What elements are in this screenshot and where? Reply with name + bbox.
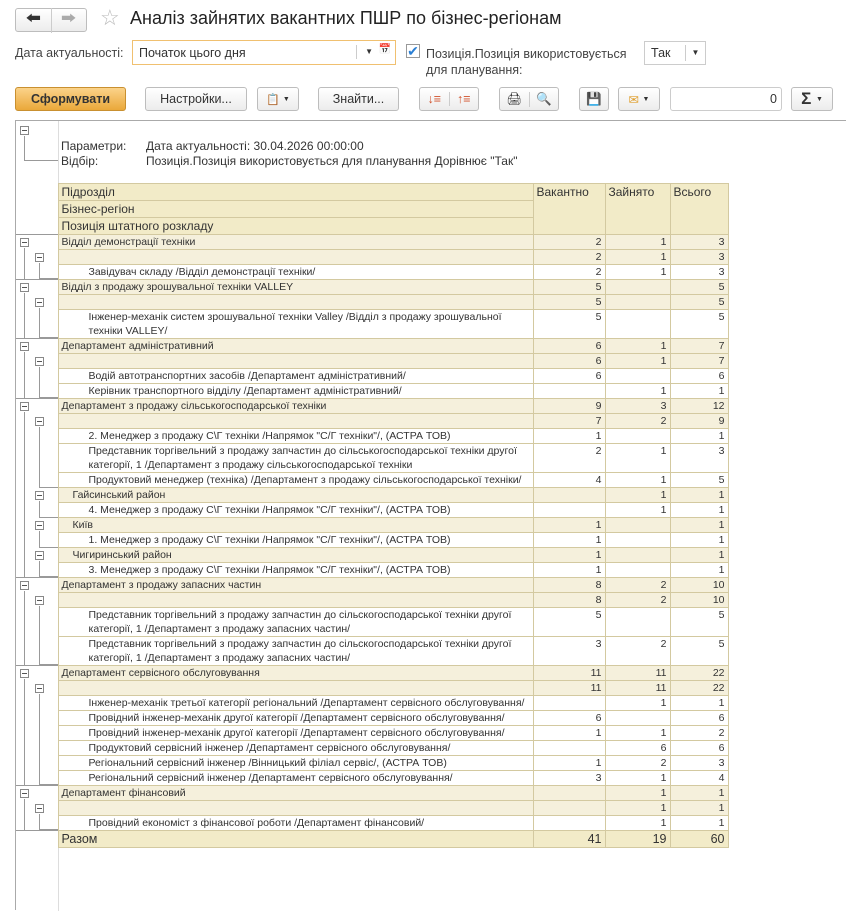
total-value: 1: [670, 429, 728, 444]
total-value: 2: [670, 726, 728, 741]
total-value: 3: [670, 250, 728, 265]
row-label: Провідний інженер-механік другої категорії /Департамент сервісного обслуговування/: [58, 726, 533, 741]
total-vacant: 41: [533, 831, 605, 848]
total-value: 22: [670, 666, 728, 681]
date-label: Дата актуальності:: [15, 46, 124, 60]
use-value: Так: [651, 46, 671, 60]
occupied-value: 1: [605, 786, 670, 801]
collapse-icon[interactable]: [35, 551, 44, 560]
vacant-value: 6: [533, 369, 605, 384]
total-value: 7: [670, 354, 728, 369]
vacant-value: 5: [533, 310, 605, 339]
vacant-value: 1: [533, 518, 605, 533]
sort-buttons: [419, 87, 479, 111]
row-label: [58, 801, 533, 816]
row-label: [58, 354, 533, 369]
vacant-value: [533, 696, 605, 711]
row-label: Департамент з продажу запасних частин: [58, 578, 533, 593]
position-row[interactable]: [16, 637, 728, 666]
occupied-value: 1: [605, 250, 670, 265]
row-label: Регіональний сервісний інженер /Вінницький філіал сервіс/, (АСТРА ТОВ): [58, 756, 533, 771]
region-row[interactable]: [16, 414, 728, 429]
total-value: 10: [670, 593, 728, 608]
header-total: Всього: [670, 184, 728, 235]
save-button[interactable]: [579, 87, 609, 111]
report-table: [16, 183, 729, 848]
total-value: 6: [670, 741, 728, 756]
total-occupied: 19: [605, 831, 670, 848]
collapse-icon[interactable]: [20, 238, 29, 247]
row-label: [58, 593, 533, 608]
occupied-value: 2: [605, 637, 670, 666]
vacant-value: 6: [533, 354, 605, 369]
vacant-value: 1: [533, 726, 605, 741]
generate-button[interactable]: Сформувати: [15, 87, 126, 111]
occupied-value: 1: [605, 473, 670, 488]
vacant-value: 1: [533, 533, 605, 548]
row-label: Водій автотранспортних засобів /Департамент адміністративний/: [58, 369, 533, 384]
region-row[interactable]: [16, 518, 728, 533]
region-row[interactable]: [16, 681, 728, 696]
row-label: 2. Менеджер з продажу С\Г техніки /Напрямок "С/Г техніки"/, (АСТРА ТОВ): [58, 429, 533, 444]
vacant-value: 1: [533, 563, 605, 578]
total-value: 3: [670, 756, 728, 771]
dropdown-icon[interactable]: ▼: [685, 45, 705, 61]
occupied-value: 2: [605, 756, 670, 771]
vacant-value: 6: [533, 711, 605, 726]
collapse-icon[interactable]: [35, 521, 44, 530]
total-value: 5: [670, 310, 728, 339]
vacant-value: 11: [533, 681, 605, 696]
row-label: Київ: [58, 518, 533, 533]
occupied-value: 1: [605, 696, 670, 711]
occupied-value: 1: [605, 503, 670, 518]
occupied-value: [605, 310, 670, 339]
occupied-value: [605, 608, 670, 637]
department-row[interactable]: [16, 280, 728, 295]
row-label: Чигиринський район: [58, 548, 533, 563]
position-row[interactable]: [16, 444, 728, 473]
total-value: 5: [670, 280, 728, 295]
collapse-icon[interactable]: [35, 298, 44, 307]
total-value: 3: [670, 444, 728, 473]
department-row[interactable]: [16, 399, 728, 414]
vacant-value: 2: [533, 444, 605, 473]
params-label: Параметри:: [61, 139, 127, 153]
collapse-icon[interactable]: [20, 342, 29, 351]
occupied-value: [605, 295, 670, 310]
print-buttons: [499, 87, 559, 111]
region-row[interactable]: [16, 593, 728, 608]
total-value: 1: [670, 801, 728, 816]
row-label: Відділ демонстрації техніки: [58, 235, 533, 250]
total-all: 60: [670, 831, 728, 848]
total-value: 3: [670, 265, 728, 280]
collapse-icon[interactable]: [35, 491, 44, 500]
settings-button[interactable]: Настройки...: [145, 87, 247, 111]
occupied-value: 1: [605, 771, 670, 786]
filter-value: Позиція.Позиція використовується для планування Дорівнює "Так": [146, 154, 518, 168]
back-button[interactable]: 🠰: [16, 8, 52, 33]
total-value: 10: [670, 578, 728, 593]
position-row[interactable]: [16, 503, 728, 518]
occupied-value: 2: [605, 578, 670, 593]
vacant-value: 2: [533, 265, 605, 280]
row-label: Представник торгівельний з продажу запчастин до сільськогосподарської техніки другої категорії, 1 /Департамент з продажу сільськогосподарської техніки: [58, 444, 533, 473]
vacant-value: 7: [533, 414, 605, 429]
row-label: Провідний інженер-механік другої категорії /Департамент сервісного обслуговування/: [58, 711, 533, 726]
total-value: 1: [670, 816, 728, 831]
occupied-value: [605, 548, 670, 563]
row-label: [58, 681, 533, 696]
collapse-icon[interactable]: [35, 596, 44, 605]
nav-buttons: [15, 8, 87, 32]
occupied-value: [605, 533, 670, 548]
occupied-value: 1: [605, 384, 670, 399]
total-value: 6: [670, 711, 728, 726]
total-value: 1: [670, 488, 728, 503]
total-value: 5: [670, 608, 728, 637]
total-value: 1: [670, 518, 728, 533]
row-label: 1. Менеджер з продажу С\Г техніки /Напрямок "С/Г техніки"/, (АСТРА ТОВ): [58, 533, 533, 548]
department-row[interactable]: [16, 235, 728, 250]
report-parameters: [61, 139, 517, 169]
total-value: 5: [670, 295, 728, 310]
header-position: Позиція штатного розкладу: [58, 218, 533, 235]
total-value: 5: [670, 637, 728, 666]
region-row[interactable]: [16, 548, 728, 563]
position-row[interactable]: [16, 711, 728, 726]
send-email-button[interactable]: ✉ ▼: [618, 87, 660, 111]
vacant-value: [533, 786, 605, 801]
favorite-star-icon[interactable]: ☆: [100, 5, 120, 30]
position-row[interactable]: [16, 429, 728, 444]
vacant-value: [533, 741, 605, 756]
vacant-value: [533, 816, 605, 831]
header-business-region: Бізнес-регіон: [58, 201, 533, 218]
vacant-value: [533, 503, 605, 518]
vacant-value: [533, 801, 605, 816]
occupied-value: 1: [605, 488, 670, 503]
department-row[interactable]: [16, 666, 728, 681]
sum-button[interactable]: Σ ▼: [791, 87, 833, 111]
region-row[interactable]: [16, 488, 728, 503]
row-label: Завідувач складу /Відділ демонстрації техніки/: [58, 265, 533, 280]
department-row[interactable]: [16, 786, 728, 801]
forward-button[interactable]: 🠲: [61, 9, 77, 27]
total-value: 1: [670, 384, 728, 399]
collapse-icon[interactable]: [20, 126, 29, 135]
sigma-icon: Σ: [801, 89, 812, 108]
position-row[interactable]: [16, 369, 728, 384]
occupied-value: 11: [605, 681, 670, 696]
occupied-value: [605, 280, 670, 295]
row-label: Інженер-механік третьої категорії регіональний /Департамент сервісного обслуговування/: [58, 696, 533, 711]
row-label: Департамент адміністративний: [58, 339, 533, 354]
position-row[interactable]: [16, 771, 728, 786]
occupied-value: 1: [605, 726, 670, 741]
save-icon: 💾: [586, 91, 602, 106]
params-value: Дата актуальності: 30.04.2026 00:00:00: [146, 139, 364, 153]
print-icon[interactable]: 🖨: [500, 92, 530, 107]
occupied-value: [605, 518, 670, 533]
header-occupied: Зайнято: [605, 184, 670, 235]
row-label: [58, 250, 533, 265]
total-value: 22: [670, 681, 728, 696]
position-row[interactable]: [16, 741, 728, 756]
position-row[interactable]: [16, 384, 728, 399]
vacant-value: 1: [533, 756, 605, 771]
row-label: Представник торгівельний з продажу запчастин до сільскогосподарської техніки другої категорії, 1 /Департамент з продажу запасних частин/: [58, 637, 533, 666]
occupied-value: 3: [605, 399, 670, 414]
region-row[interactable]: [16, 295, 728, 310]
total-label: Разом: [58, 831, 533, 848]
vacant-value: 6: [533, 339, 605, 354]
row-label: Представник торгівельний з продажу запчастин до сільскогосподарської техніки другої категорії, 1 /Департамент з продажу запасних частин/: [58, 608, 533, 637]
position-row[interactable]: [16, 756, 728, 771]
occupied-value: [605, 563, 670, 578]
total-value: 1: [670, 786, 728, 801]
row-label: Керівник транспортного відділу /Департамент адміністративний/: [58, 384, 533, 399]
row-label: Продуктовий сервісний інженер /Департамент сервісного обслуговування/: [58, 741, 533, 756]
position-row[interactable]: [16, 533, 728, 548]
vacant-value: 9: [533, 399, 605, 414]
total-value: 3: [670, 235, 728, 250]
total-value: 7: [670, 339, 728, 354]
total-value: 12: [670, 399, 728, 414]
collapse-icon[interactable]: [20, 669, 29, 678]
date-value: Початок цього дня: [139, 45, 246, 60]
total-value: 1: [670, 533, 728, 548]
collapse-icon[interactable]: [20, 283, 29, 292]
collapse-icon[interactable]: [35, 417, 44, 426]
region-row[interactable]: [16, 354, 728, 369]
total-value: 9: [670, 414, 728, 429]
occupied-value: [605, 429, 670, 444]
position-row[interactable]: [16, 310, 728, 339]
row-label: Регіональний сервісний інженер /Департамент сервісного обслуговування/: [58, 771, 533, 786]
total-value: 4: [670, 771, 728, 786]
print-preview-icon[interactable]: 🔍: [535, 91, 552, 106]
position-row[interactable]: [16, 726, 728, 741]
find-button[interactable]: Знайти...: [318, 87, 399, 111]
vacant-value: 11: [533, 666, 605, 681]
calendar-icon[interactable]: 📅: [378, 44, 391, 55]
total-value: 5: [670, 473, 728, 488]
occupied-value: 1: [605, 265, 670, 280]
row-label: Департамент з продажу сільськогосподарської техніки: [58, 399, 533, 414]
row-label: Департамент фінансовий: [58, 786, 533, 801]
occupied-value: 2: [605, 593, 670, 608]
position-row[interactable]: [16, 473, 728, 488]
vacant-value: 1: [533, 429, 605, 444]
row-label: Інженер-механік систем зрошувальної техніки Valley /Відділ з продажу зрошувальної техніки VALLEY/: [58, 310, 533, 339]
date-field[interactable]: [132, 40, 396, 65]
vacant-value: 8: [533, 593, 605, 608]
vacant-value: [533, 488, 605, 503]
department-row[interactable]: [16, 578, 728, 593]
row-label: [58, 295, 533, 310]
occupied-value: [605, 711, 670, 726]
page-title: Аналіз зайнятих вакантних ПШР по бізнес-регіонам: [130, 8, 562, 28]
dropdown-icon[interactable]: ▼: [356, 45, 373, 59]
position-row[interactable]: [16, 608, 728, 637]
vacant-value: [533, 384, 605, 399]
row-label: Провідний економіст з фінансової роботи /Департамент фінансовий/: [58, 816, 533, 831]
department-row[interactable]: [16, 339, 728, 354]
use-value-select[interactable]: [644, 41, 706, 65]
row-label: Відділ з продажу зрошувальної техніки VALLEY: [58, 280, 533, 295]
filter-label: Відбір:: [61, 154, 99, 168]
use-for-planning-checkbox[interactable]: ✔: [407, 43, 419, 59]
row-label: Продуктовий менеджер (техніка) /Департамент з продажу сільськогосподарської техніки/: [58, 473, 533, 488]
collapse-icon[interactable]: [35, 357, 44, 366]
vacant-value: 1: [533, 548, 605, 563]
vacant-value: 5: [533, 280, 605, 295]
vacant-value: 2: [533, 250, 605, 265]
occupied-value: 1: [605, 354, 670, 369]
sum-value-field[interactable]: 0: [670, 87, 782, 111]
total-value: 1: [670, 548, 728, 563]
occupied-value: 1: [605, 444, 670, 473]
vacant-value: 3: [533, 771, 605, 786]
position-row[interactable]: [16, 816, 728, 831]
position-row[interactable]: [16, 265, 728, 280]
vacant-value: 8: [533, 578, 605, 593]
occupied-value: 1: [605, 235, 670, 250]
occupied-value: 1: [605, 339, 670, 354]
header-department: Підрозділ: [58, 184, 533, 201]
region-row[interactable]: [16, 250, 728, 265]
collapse-all-icon[interactable]: ↑≡: [456, 92, 471, 106]
collapse-icon[interactable]: [20, 581, 29, 590]
collapse-icon[interactable]: [20, 402, 29, 411]
row-label: [58, 414, 533, 429]
header-vacant: Вакантно: [533, 184, 605, 235]
row-label: 4. Менеджер з продажу С\Г техніки /Напрямок "С/Г техніки"/, (АСТРА ТОВ): [58, 503, 533, 518]
total-row: [16, 831, 728, 848]
position-row[interactable]: [16, 563, 728, 578]
vacant-value: 5: [533, 608, 605, 637]
report-area[interactable]: [15, 120, 846, 910]
occupied-value: 11: [605, 666, 670, 681]
expand-all-icon[interactable]: ↓≡: [420, 92, 450, 106]
row-label: Департамент сервісного обслуговування: [58, 666, 533, 681]
occupied-value: 6: [605, 741, 670, 756]
occupied-value: 2: [605, 414, 670, 429]
total-value: 6: [670, 369, 728, 384]
total-value: 1: [670, 563, 728, 578]
total-value: 1: [670, 696, 728, 711]
vacant-value: 2: [533, 235, 605, 250]
checkbox-label: Позиція.Позиція використовується для планування:: [426, 47, 627, 77]
collapse-icon[interactable]: [20, 789, 29, 798]
vacant-value: 4: [533, 473, 605, 488]
occupied-value: 1: [605, 801, 670, 816]
occupied-value: [605, 369, 670, 384]
vacant-value: 3: [533, 637, 605, 666]
total-value: 1: [670, 503, 728, 518]
envelope-icon: ✉: [628, 92, 640, 107]
row-label: Гайсинський район: [58, 488, 533, 503]
variants-button[interactable]: 📋 ▼: [257, 87, 299, 111]
vacant-value: 5: [533, 295, 605, 310]
collapse-icon[interactable]: [35, 804, 44, 813]
region-row[interactable]: [16, 801, 728, 816]
collapse-icon[interactable]: [35, 253, 44, 262]
position-row[interactable]: [16, 696, 728, 711]
row-label: 3. Менеджер з продажу С\Г техніки /Напрямок "С/Г техніки"/, (АСТРА ТОВ): [58, 563, 533, 578]
report-variant-icon: 📋: [266, 93, 280, 106]
collapse-icon[interactable]: [35, 684, 44, 693]
occupied-value: 1: [605, 816, 670, 831]
